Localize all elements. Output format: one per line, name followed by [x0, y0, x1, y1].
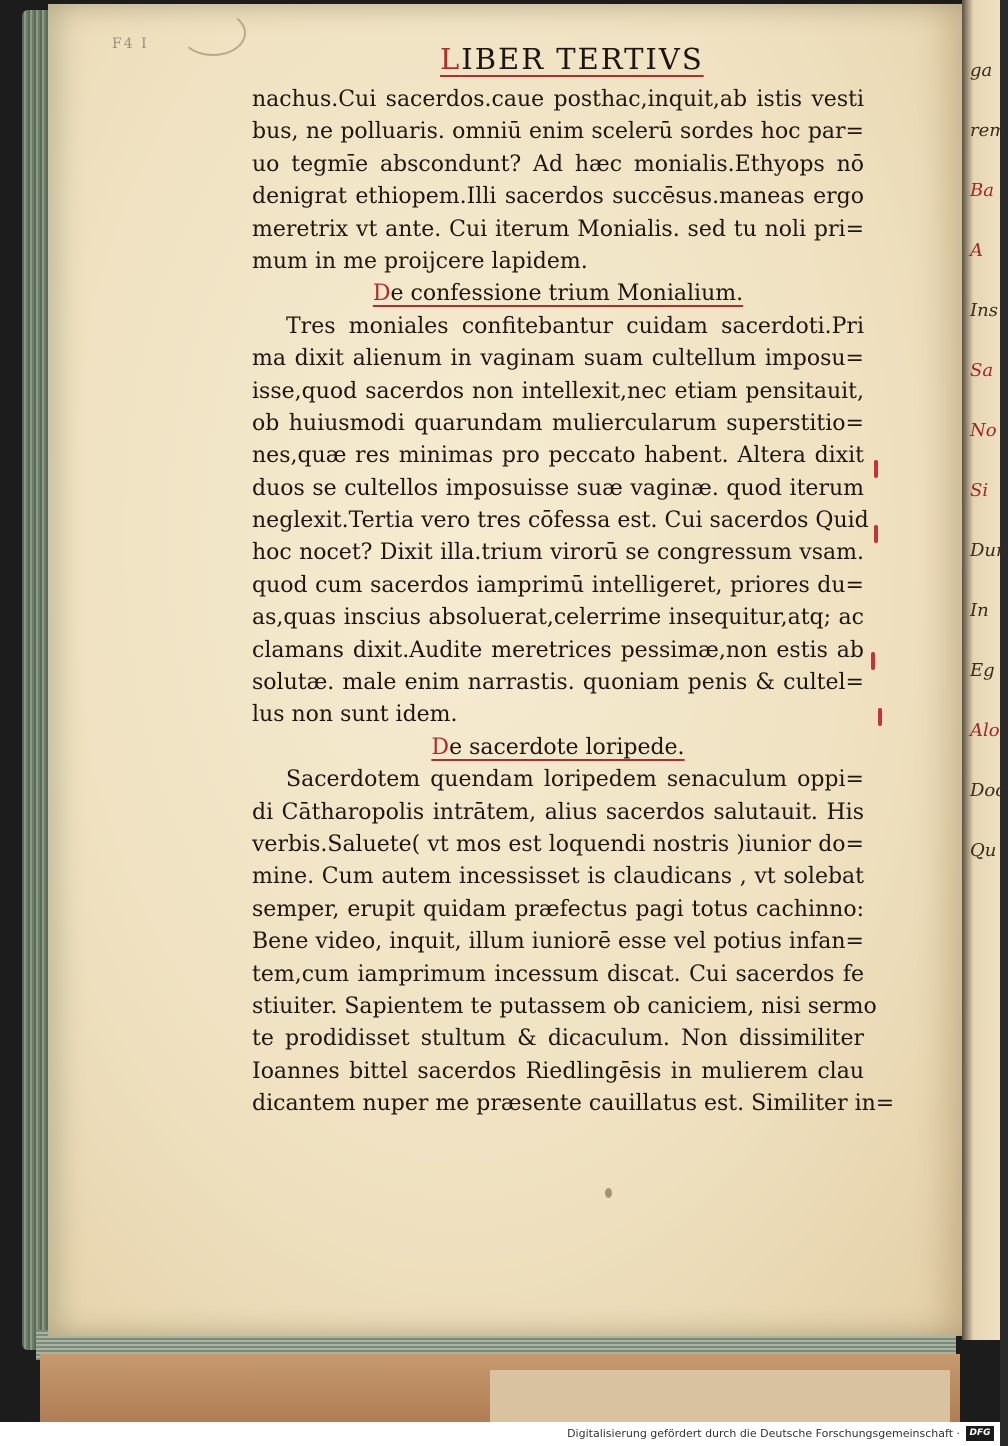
text-line: hoc nocet? Dixit illa.trium virorū se congressum vsam. [252, 540, 864, 566]
margin-fragment: Alo [970, 720, 1000, 741]
section-heading-confession [252, 278, 864, 310]
text-line: verbis.Saluete( vt mos est loquendi nostris )iunior do= [252, 831, 864, 857]
text-line: Ioannes bittel sacerdos Riedlingēsis in mulierem clau [252, 1058, 864, 1084]
footer-bar [0, 1422, 1000, 1446]
running-head-rest: IBER TERTIVS [461, 42, 704, 76]
section-confession-text [252, 311, 869, 732]
text-line: semper, erupit quidam præfectus pagi totus cachinno: [252, 896, 864, 922]
text-line: Tres moniales confitebantur cuidam sacerdoti.Pri [286, 313, 864, 339]
dfg-logo: DFG [966, 1426, 994, 1441]
text-line: as,quas inscius absoluerat,celerrime insequitur,atq; ac [252, 605, 864, 631]
running-head [440, 42, 704, 76]
text-line: nachus.Cui sacerdos.caue posthac,inquit,ab istis vesti [252, 87, 864, 112]
text-line: mine. Cum autem incessisset is claudicans , vt solebat [252, 864, 864, 890]
text-line: quod cum sacerdos iamprimū intelligeret, priores du= [252, 572, 864, 598]
text-line: ma dixit alienum in vaginam suam cultellum imposu= [252, 346, 864, 372]
margin-fragment: Sa [970, 360, 994, 381]
text-line: meretrix vt ante. Cui iterum Monialis. sed tu noli pri= [252, 216, 864, 242]
margin-fragment: Qu [970, 840, 997, 861]
ink-stain [180, 10, 246, 56]
cover-paper [490, 1370, 950, 1422]
section-heading-priest [252, 732, 864, 764]
text-line: dicantem nuper me præsente cauillatus est. Similiter in= [252, 1091, 895, 1117]
text-line: isse,quod sacerdos non intellexit,nec etiam pensitauit, [252, 378, 864, 404]
margin-fragment: A [970, 240, 983, 261]
text-block [252, 84, 895, 1121]
text-line: nes,quæ res minimas pro peccato habent. Altera dixit [252, 443, 864, 469]
text-line: clamans dixit.Audite meretrices pessimæ,non estis ab [252, 637, 864, 663]
text-line: lus non sunt idem. [252, 702, 458, 728]
rubric-mark [874, 525, 878, 543]
text-line: solutæ. male enim narrastis. quoniam penis & cultel= [252, 670, 864, 696]
rubric-mark [874, 460, 878, 478]
text-line: mum in me proijcere lapidem. [252, 248, 588, 274]
text-line: denigrat ethiopem.Illi sacerdos succēsus.maneas ergo [252, 184, 864, 210]
margin-fragment: Doc [970, 780, 1006, 801]
margin-fragment: Ba [970, 180, 994, 201]
margin-fragment: ga [970, 60, 993, 81]
text-line: Sacerdotem quendam loripedem senaculum oppi= [286, 767, 864, 793]
margin-fragment: Ins [970, 300, 998, 321]
margin-fragment: Eg [970, 660, 995, 681]
margin-fragment: Si [970, 480, 989, 501]
folio-mark: F4 I [112, 36, 149, 52]
text-line: uo tegmīe abscondunt? Ad hæc monialis.Ethyops nō [252, 151, 864, 177]
text-line: di Cātharopolis intrātem, alius sacerdos salutauit. His [252, 799, 864, 825]
section-priest-text [252, 764, 895, 1120]
text-line: bus, ne polluaris. omniū enim scelerū sordes hoc par= [252, 119, 864, 145]
margin-fragment: rem [970, 120, 1007, 141]
page-pinhole [605, 1188, 612, 1198]
rubric-mark [871, 652, 875, 670]
text-line: Bene video, inquit, illum iuniorē esse vel potius infan= [252, 929, 864, 955]
text-line: stiuiter. Sapientem te putassem ob caniciem, nisi sermo [252, 993, 877, 1019]
rubric-mark [878, 708, 882, 726]
footer-credit: Digitalisierung gefördert durch die Deutsche Forschungsgemeinschaft · [567, 1427, 960, 1440]
margin-fragment: No [970, 420, 997, 441]
text-line: ob huiusmodi quarundam muliercularum superstitio= [252, 410, 864, 436]
margin-fragment: Dun [970, 540, 1008, 561]
text-line: duos se cultellos imposuisse suæ vaginæ. quod iterum [252, 475, 864, 501]
opening-paragraph [252, 84, 864, 278]
text-line: neglexit.Tertia vero tres cōfessa est. Cui sacerdos Quid [252, 508, 869, 534]
heading-initial: D [431, 734, 450, 760]
heading-initial: D [372, 281, 391, 307]
facing-page-strip [962, 0, 1008, 1340]
text-line: te prodidisset stultum & dicaculum. Non dissimiliter [252, 1026, 864, 1052]
heading-text: e sacerdote loripede. [449, 734, 685, 760]
text-line: tem,cum iamprimum incessum discat. Cui sacerdos fe [252, 961, 864, 987]
running-head-initial: L [440, 42, 462, 76]
heading-text: e confessione trium Monialium. [390, 281, 744, 307]
margin-fragment: In [970, 600, 989, 621]
